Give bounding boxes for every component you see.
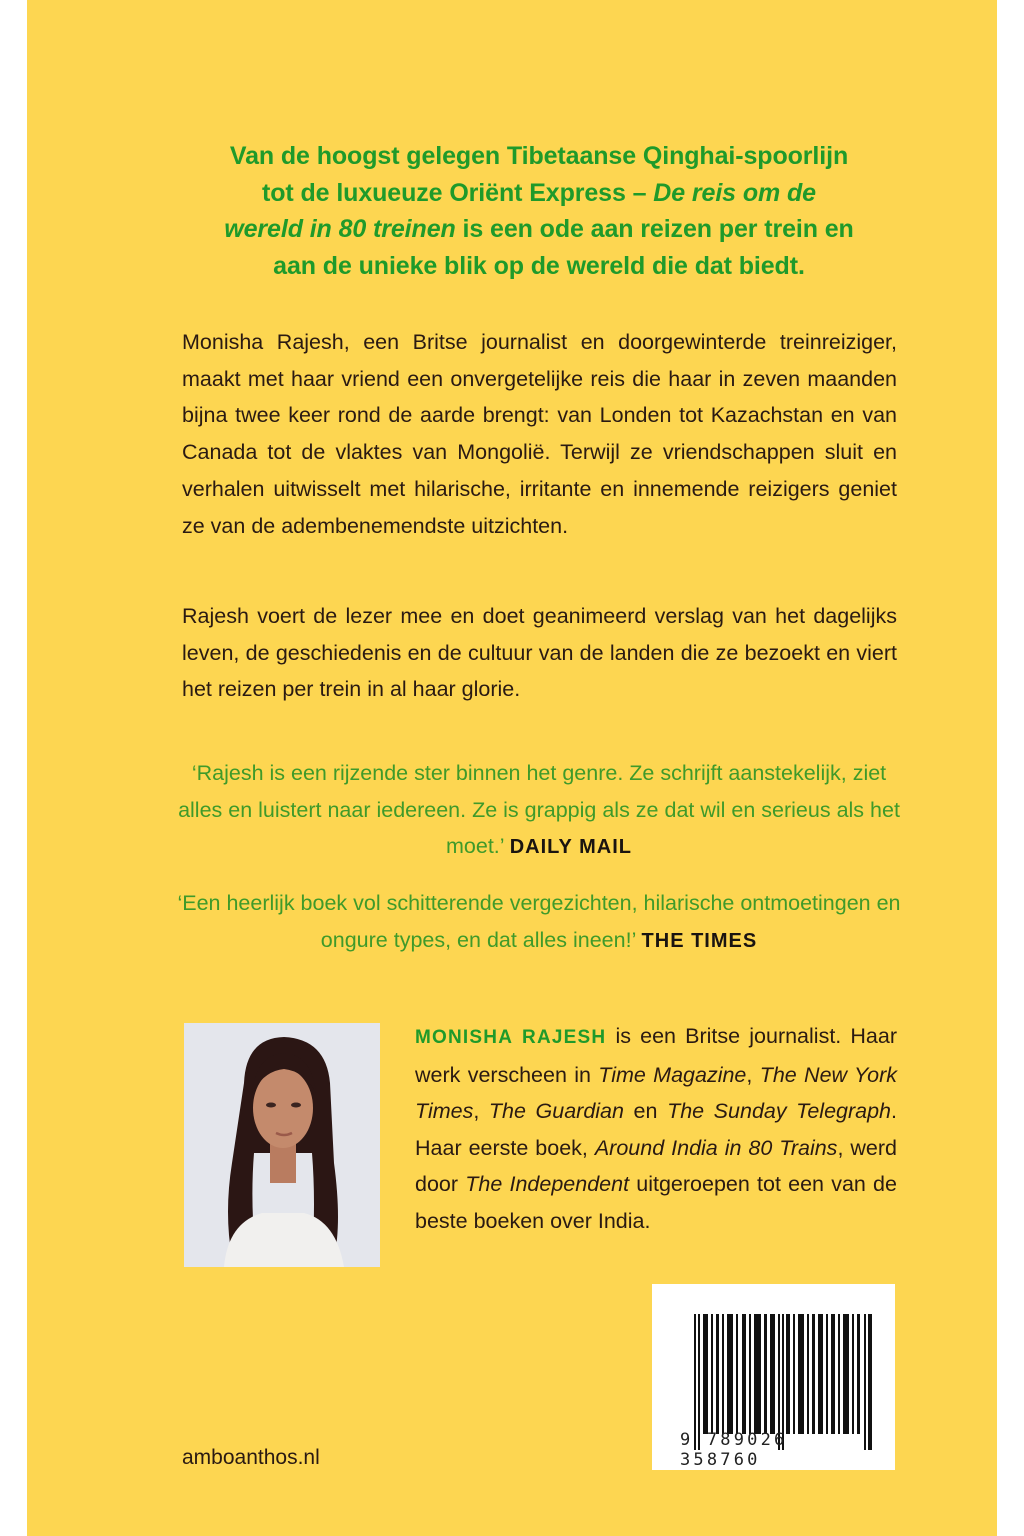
author-photo (184, 1023, 380, 1267)
bio-text: , (746, 1062, 760, 1087)
bio-text: , werd door (415, 1135, 897, 1196)
author-portrait-illustration (184, 1023, 380, 1267)
publication-title: The Sunday Telegraph (667, 1099, 892, 1123)
publication-title: The Independent (465, 1172, 630, 1196)
publication-title: The New York Times (415, 1062, 897, 1123)
bio-text: uitgeroepen tot een van de beste boeken over India. (415, 1172, 897, 1233)
quote-text: ‘Een heerlijk boek vol schitterende vergezichten, hilarische ontmoetingen en ongure types, en dat alles ineen!’ (177, 891, 901, 952)
description-paragraph-1: Monisha Rajesh, een Britse journalist en doorgewinterde treinreiziger, maakt met haar vriend een onvergetelijke reis die haar in zeven maanden bijna twee keer rond de aarde brengt: van Londen tot Kazachstan en van Canada tot de vlaktes van Mongolië. Terwijl ze vriendschappen sluit en verhalen uitwisselt met hilarische, irritante en innemende reizigers geniet ze van de adembenemendste uitzichten. (182, 330, 897, 538)
author-bio (415, 1018, 897, 1239)
book-title-italic: De reis om de (653, 178, 816, 207)
quote-text: ‘Rajesh is een rijzende ster binnen het genre. Ze schrijft aanstekelijk, ziet alles en luistert naar iedereen. Ze is grappig als ze dat wil en serieus als het moet.’ (178, 761, 900, 858)
publication-title: The Guardian (488, 1099, 624, 1123)
quote-source: THE TIMES (641, 929, 758, 952)
book-back-cover (27, 0, 997, 1536)
publisher-url: amboanthos.nl (182, 1446, 320, 1469)
intro-line: aan de unieke blik op de wereld die dat biedt. (273, 251, 805, 280)
description-paragraph-2: Rajesh voert de lezer mee en doet geanimeerd verslag van het dagelijks leven, de geschiedenis en de cultuur van de landen die ze bezoekt en viert het reizen per trein in al haar glorie. (182, 604, 897, 702)
review-quote-2 (167, 885, 911, 959)
isbn-number: 9 789026 358760 (680, 1430, 788, 1470)
bio-text: , (473, 1099, 489, 1123)
quote-source: DAILY MAIL (509, 836, 632, 858)
book-title-italic: wereld in 80 treinen (224, 215, 456, 243)
review-quote-1 (167, 755, 911, 866)
isbn-barcode (652, 1284, 895, 1470)
bio-text: is een Britse journalist. Haar werk verscheen in (415, 1024, 898, 1087)
intro-line: tot de luxueuze Oriënt Express – (262, 178, 654, 207)
publication-title: Time Magazine (598, 1062, 747, 1087)
bio-text: . Haar eerste boek, (415, 1099, 898, 1160)
intro-line: Van de hoogst gelegen Tibetaanse Qinghai-spoorlijn (229, 142, 849, 170)
bio-text: en (623, 1099, 668, 1123)
previous-book-title: Around India in 80 Trains (594, 1135, 838, 1160)
intro-blurb (167, 138, 911, 284)
author-name: MONISHA RAJESH (415, 1027, 607, 1048)
intro-line: is een ode aan reizen per trein en (455, 215, 854, 243)
